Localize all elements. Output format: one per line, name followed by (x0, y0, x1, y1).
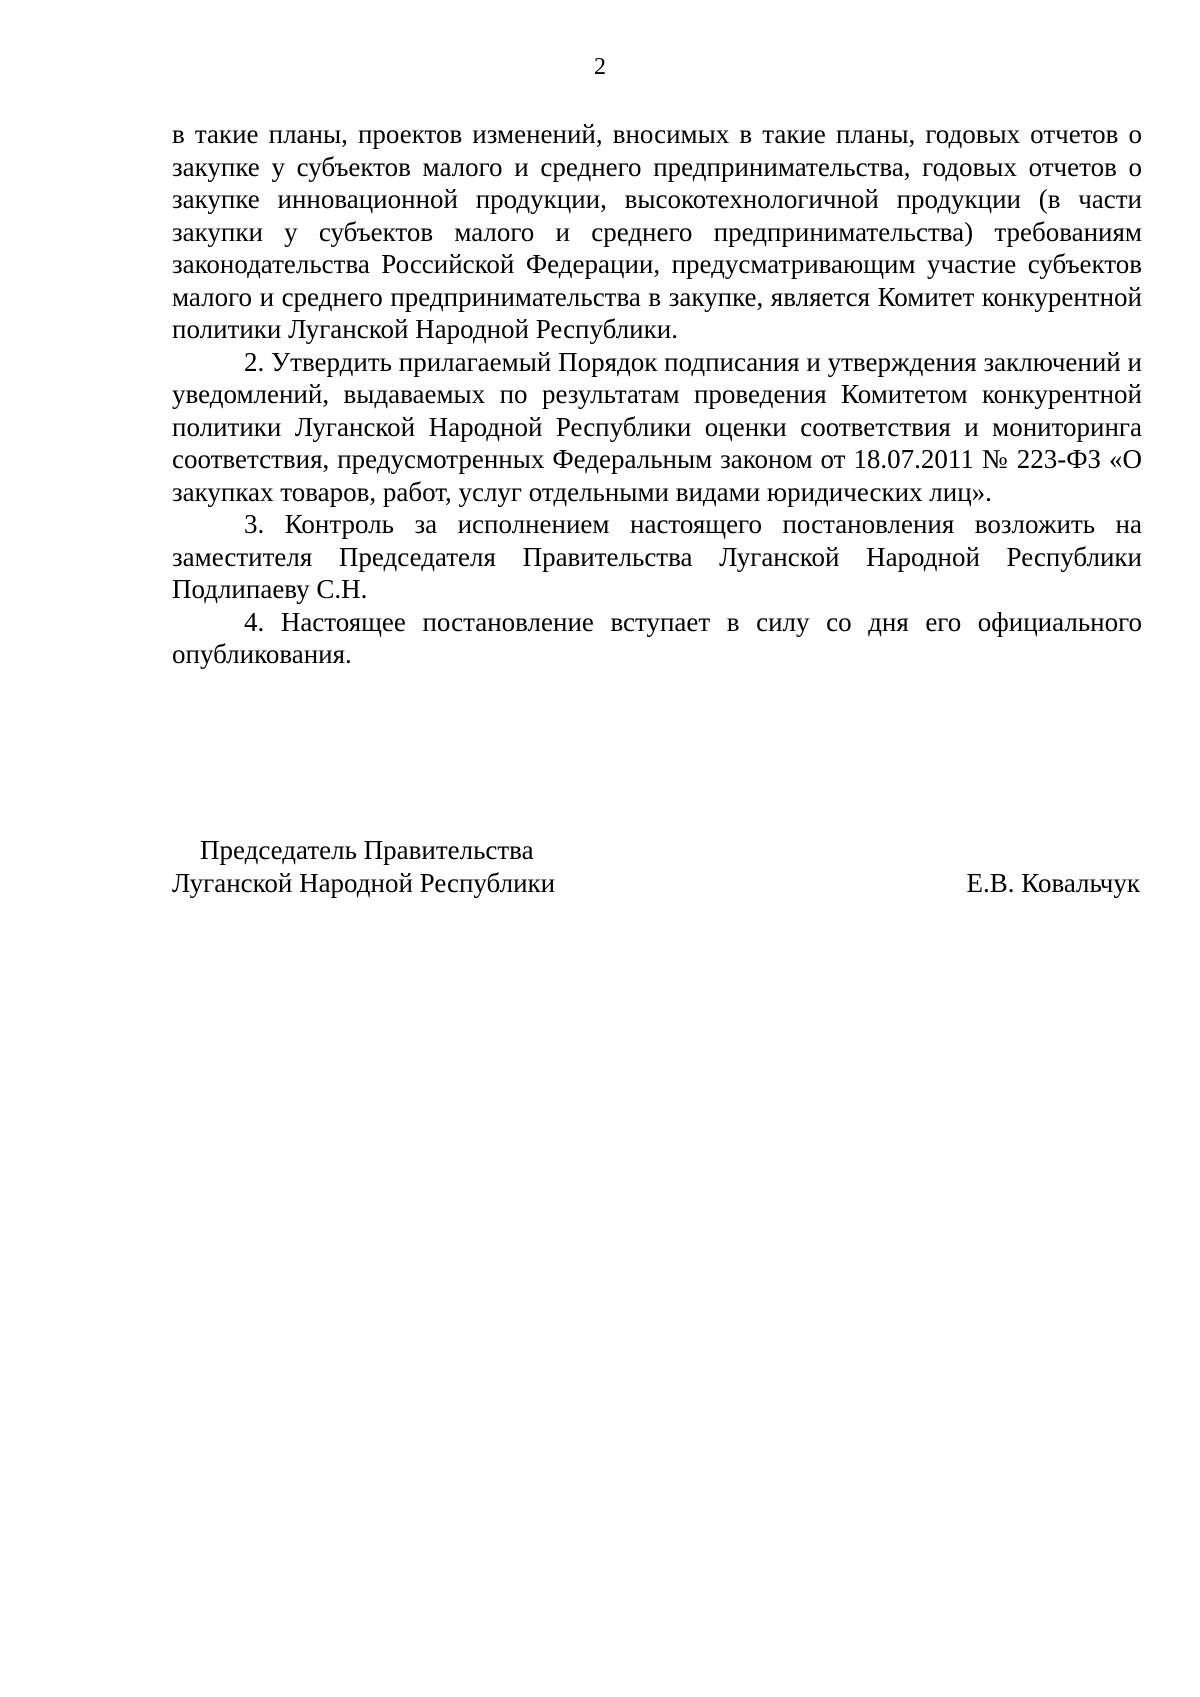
signatory-name: Е.В. Ковальчук (966, 868, 1140, 898)
signatory-title-line2: Луганской Народной Республики (172, 868, 556, 898)
signatory-title-line1: Председатель Правительства (200, 835, 534, 865)
document-body (172, 118, 1142, 671)
paragraph-4: 4. Настоящее постановление вступает в силу со дня его официального опубликования. (172, 606, 1142, 669)
paragraph-1-continuation: в такие планы, проектов изменений, вносимых в такие планы, годовых отчетов о закупке у субъектов малого и среднего предпринимательства, годовых отчетов о закупке инновационной продукции, высокотехнологичной продукции (в части закупки у субъектов малого и среднего предпринимательства) требованиям законодательства Российской Федерации, предусматривающим участие субъектов малого и среднего предпринимательства в закупке, является Комитет конкурентной политики Луганской Народной Республики. (172, 119, 1142, 344)
page-number: 2 (594, 54, 606, 80)
paragraph-3: 3. Контроль за исполнением настоящего постановления возложить на заместителя Председателя Правительства Луганской Народной Республики Подлипаеву С.Н. (172, 509, 1142, 604)
signature-block (172, 834, 1142, 900)
signature-row (172, 867, 1142, 900)
paragraph-2: 2. Утвердить прилагаемый Порядок подписания и утверждения заключений и уведомлений, выдаваемых по результатам проведения Комитетом конкурентной политики Луганской Народной Республики оценки соответствия и мониторинга соответствия, предусмотренных Федеральным законом от 18.07.2011 № 223-ФЗ «О закупках товаров, работ, услуг отдельными видами юридических лиц». (172, 346, 1142, 507)
